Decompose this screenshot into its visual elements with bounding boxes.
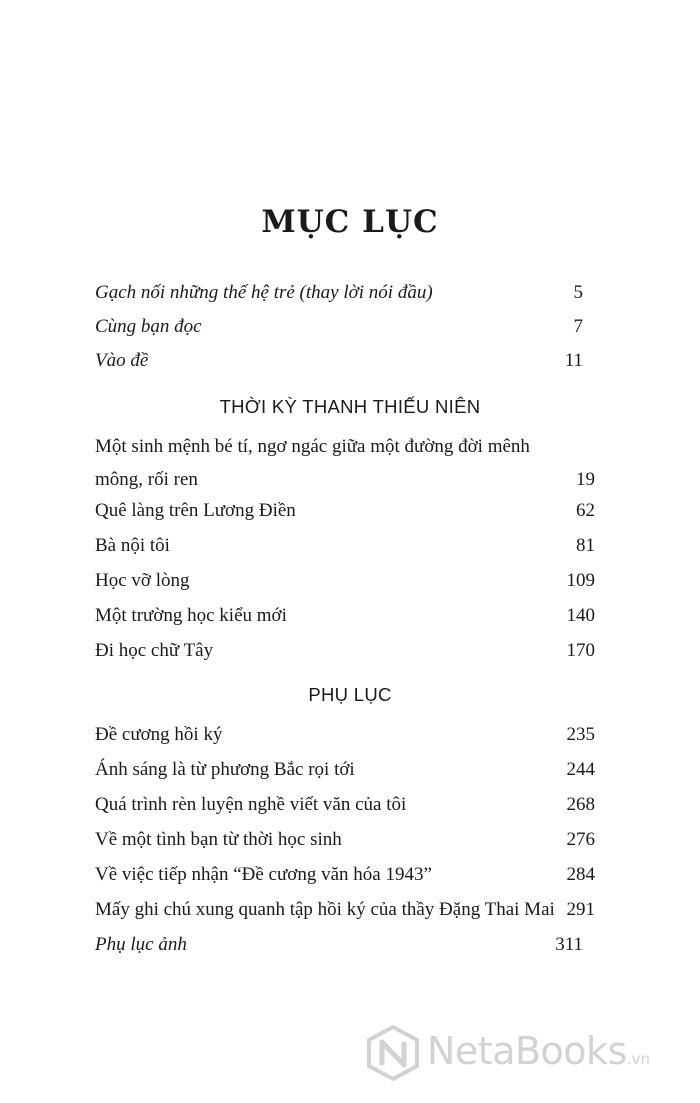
watermark — [365, 1023, 695, 1089]
toc-entry — [95, 564, 595, 598]
entry-title: Đề cương hồi ký — [95, 724, 223, 745]
entry-title: Quê làng trên Lương Điền — [95, 500, 296, 521]
toc-entry — [95, 928, 595, 962]
toc-entry — [95, 529, 595, 563]
entry-page: 109 — [566, 570, 595, 591]
toc-title: MỤC LỤC — [261, 204, 439, 240]
entry-title: Về một tình bạn từ thời học sinh — [95, 829, 342, 850]
entry-page: 7 — [573, 316, 583, 337]
entry-title: Bà nội tôi — [95, 535, 170, 556]
entry-title: Đi học chữ Tây — [95, 640, 214, 661]
toc-entry — [95, 310, 595, 344]
toc-entry — [95, 344, 595, 378]
entry-page: 19 — [576, 469, 595, 490]
entry-page: 244 — [566, 759, 595, 780]
entry-page: 11 — [564, 350, 583, 371]
section-heading: THỜI KỲ THANH THIẾU NIÊN — [219, 396, 481, 417]
entry-title: Học vỡ lòng — [95, 570, 190, 591]
section-heading: PHỤ LỤC — [308, 684, 392, 705]
entry-title: Về việc tiếp nhận “Đề cương văn hóa 1943” — [95, 864, 432, 885]
watermark-brand: NetaBooks.vn — [427, 1029, 651, 1073]
entry-page: 284 — [566, 864, 595, 885]
toc-entry — [95, 430, 595, 496]
toc-entry — [95, 823, 595, 857]
entry-page: 140 — [566, 605, 595, 626]
entry-title: Vào đề — [95, 350, 149, 371]
toc-entry — [95, 276, 595, 310]
entry-title: Cùng bạn đọc — [95, 316, 202, 337]
watermark-suffix: .vn — [626, 1050, 651, 1068]
toc-entry — [95, 634, 595, 668]
entry-page: 5 — [573, 282, 583, 303]
toc-entry — [95, 893, 595, 927]
entry-page: 170 — [566, 640, 595, 661]
entry-page: 276 — [566, 829, 595, 850]
entry-title: Ánh sáng là từ phương Bắc rọi tới — [95, 759, 355, 780]
entry-page: 268 — [566, 794, 595, 815]
entry-title: Gạch nối những thế hệ trẻ (thay lời nói đầu) — [95, 282, 433, 303]
entry-title: Một sinh mệnh bé tí, ngơ ngác giữa một đường đời mênh mông, rối ren — [95, 436, 530, 490]
entry-title: Quá trình rèn luyện nghề viết văn của tôi — [95, 794, 407, 815]
toc-entry — [95, 599, 595, 633]
entry-page: 311 — [555, 934, 583, 955]
toc-entry — [95, 858, 595, 892]
entry-page: 62 — [576, 500, 595, 521]
entry-page: 235 — [566, 724, 595, 745]
entry-page: 81 — [576, 535, 595, 556]
toc-entry — [95, 753, 595, 787]
entry-page: 291 — [566, 899, 595, 920]
netabooks-logo-icon — [365, 1025, 421, 1081]
entry-title: Một trường học kiểu mới — [95, 605, 287, 626]
toc-entry — [95, 718, 595, 752]
toc-entry — [95, 494, 595, 528]
toc-entry — [95, 788, 595, 822]
entry-title: Mấy ghi chú xung quanh tập hồi ký của thầy Đặng Thai Mai — [95, 899, 555, 920]
entry-title: Phụ lục ảnh — [95, 934, 187, 955]
